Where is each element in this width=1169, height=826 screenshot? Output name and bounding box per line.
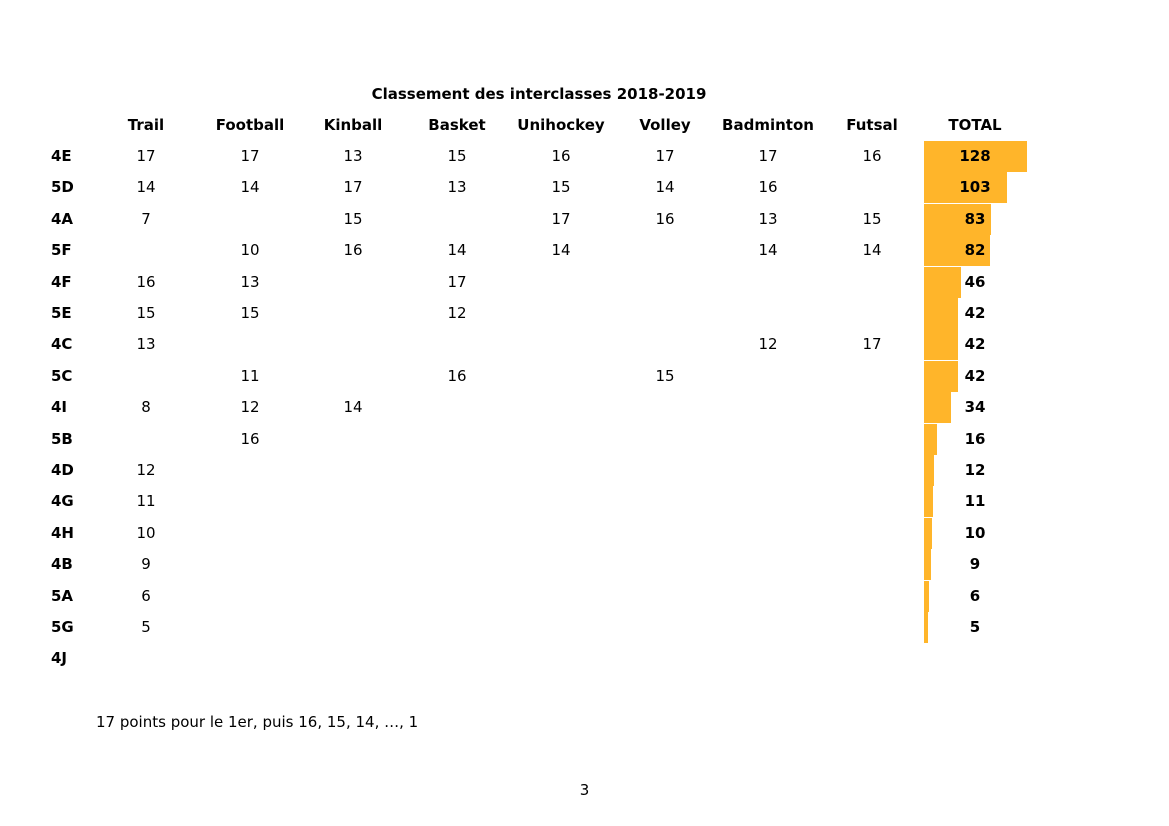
score-cell-futsal: 14 (862, 241, 882, 260)
score-cell-football: 17 (240, 147, 260, 165)
row-class-label: 5D (51, 178, 74, 197)
score-cell-trail: 15 (136, 304, 156, 322)
table-row (0, 209, 1169, 240)
score-cell-football: 12 (240, 398, 260, 417)
score-cell-kinball: 15 (343, 209, 363, 228)
score-cell-trail: 11 (136, 492, 156, 511)
score-cell-badminton: 14 (758, 241, 778, 260)
table-row (0, 554, 1169, 585)
table-row (0, 272, 1169, 303)
total-bar (924, 549, 931, 580)
score-cell-badminton: 17 (758, 147, 778, 165)
score-cell-futsal: 16 (862, 147, 882, 165)
total-value: 6 (969, 586, 981, 605)
score-cell-football: 14 (240, 178, 260, 197)
table-row (0, 648, 1169, 679)
score-cell-trail: 5 (141, 618, 151, 636)
total-value: 42 (964, 335, 986, 354)
row-class-label: 4H (51, 523, 74, 542)
score-cell-trail: 12 (136, 461, 156, 479)
score-cell-badminton: 13 (758, 209, 778, 228)
score-cell-futsal: 17 (862, 335, 882, 354)
score-cell-volley: 17 (655, 147, 675, 165)
score-cell-trail: 8 (141, 398, 151, 417)
total-value: 83 (964, 209, 986, 228)
score-cell-trail: 6 (141, 586, 151, 605)
row-class-label: 4G (51, 492, 74, 511)
score-cell-badminton: 12 (758, 335, 778, 354)
total-value: 42 (964, 304, 986, 322)
scoring-note: 17 points pour le 1er, puis 16, 15, 14, …, 1 (96, 713, 419, 731)
total-value: 34 (964, 398, 986, 417)
table-row (0, 366, 1169, 397)
total-value: 103 (959, 178, 991, 197)
table-row (0, 397, 1169, 428)
total-value: 128 (959, 147, 991, 165)
total-value: 11 (964, 492, 986, 511)
total-bar (924, 486, 933, 517)
row-class-label: 5C (51, 366, 73, 385)
total-value: 10 (964, 523, 986, 542)
table-row (0, 177, 1169, 208)
score-cell-kinball: 16 (343, 241, 363, 260)
page-number: 3 (579, 781, 590, 799)
table-row (0, 429, 1169, 460)
row-class-label: 4D (51, 461, 74, 479)
score-cell-futsal: 15 (862, 209, 882, 228)
table-row (0, 586, 1169, 617)
table-row (0, 491, 1169, 522)
total-value: 82 (964, 241, 986, 260)
row-class-label: 5F (51, 241, 72, 260)
score-cell-trail: 16 (136, 272, 156, 291)
column-header-football: Football (215, 116, 285, 134)
column-header-futsal: Futsal (846, 116, 898, 134)
score-cell-volley: 16 (655, 209, 675, 228)
score-cell-kinball: 14 (343, 398, 363, 417)
score-cell-kinball: 17 (343, 178, 363, 197)
table-row (0, 334, 1169, 365)
row-class-label: 5B (51, 429, 73, 448)
score-cell-basket: 12 (447, 304, 467, 322)
column-header-trail: Trail (127, 116, 165, 134)
row-class-label: 5E (51, 304, 72, 322)
score-cell-basket: 13 (447, 178, 467, 197)
score-cell-trail: 14 (136, 178, 156, 197)
score-cell-football: 16 (240, 429, 260, 448)
total-value: 46 (964, 272, 986, 291)
total-value: 42 (964, 366, 986, 385)
score-cell-football: 13 (240, 272, 260, 291)
score-cell-trail: 10 (136, 523, 156, 542)
row-class-label: 4F (51, 272, 72, 291)
score-cell-unihockey: 14 (551, 241, 571, 260)
score-cell-trail: 9 (141, 555, 151, 574)
score-cell-volley: 14 (655, 178, 675, 197)
total-value: 5 (969, 618, 981, 636)
row-class-label: 4E (51, 147, 72, 165)
total-value: 16 (964, 429, 986, 448)
column-header-volley: Volley (639, 116, 691, 134)
score-cell-football: 15 (240, 304, 260, 322)
row-class-label: 5G (51, 618, 74, 636)
score-cell-trail: 7 (141, 209, 151, 228)
score-cell-football: 11 (240, 366, 260, 385)
column-header-badminton: Badminton (722, 116, 814, 134)
total-bar (924, 581, 929, 612)
total-bar (924, 518, 932, 549)
score-cell-basket: 15 (447, 147, 467, 165)
score-cell-unihockey: 17 (551, 209, 571, 228)
table-title: Classement des interclasses 2018-2019 (371, 85, 707, 103)
table-row (0, 523, 1169, 554)
total-value: 12 (964, 461, 986, 479)
total-bar (924, 612, 928, 643)
row-class-label: 4I (51, 398, 68, 417)
score-cell-volley: 15 (655, 366, 675, 385)
score-cell-basket: 16 (447, 366, 467, 385)
row-class-label: 4B (51, 555, 73, 574)
table-row (0, 460, 1169, 491)
score-cell-unihockey: 15 (551, 178, 571, 197)
score-cell-trail: 17 (136, 147, 156, 165)
total-value: 9 (969, 555, 981, 574)
row-class-label: 5A (51, 586, 74, 605)
row-class-label: 4A (51, 209, 74, 228)
score-cell-football: 10 (240, 241, 260, 260)
score-cell-basket: 14 (447, 241, 467, 260)
score-cell-unihockey: 16 (551, 147, 571, 165)
column-header-basket: Basket (428, 116, 486, 134)
total-bar (924, 455, 934, 486)
column-header-kinball: Kinball (323, 116, 383, 134)
table-row (0, 303, 1169, 334)
row-class-label: 4C (51, 335, 73, 354)
score-cell-badminton: 16 (758, 178, 778, 197)
column-header-total: TOTAL (948, 116, 1002, 134)
score-cell-trail: 13 (136, 335, 156, 354)
row-class-label: 4J (51, 649, 68, 668)
score-cell-basket: 17 (447, 272, 467, 291)
table-row (0, 617, 1169, 648)
table-row (0, 240, 1169, 271)
column-header-unihockey: Unihockey (517, 116, 605, 134)
score-cell-kinball: 13 (343, 147, 363, 165)
